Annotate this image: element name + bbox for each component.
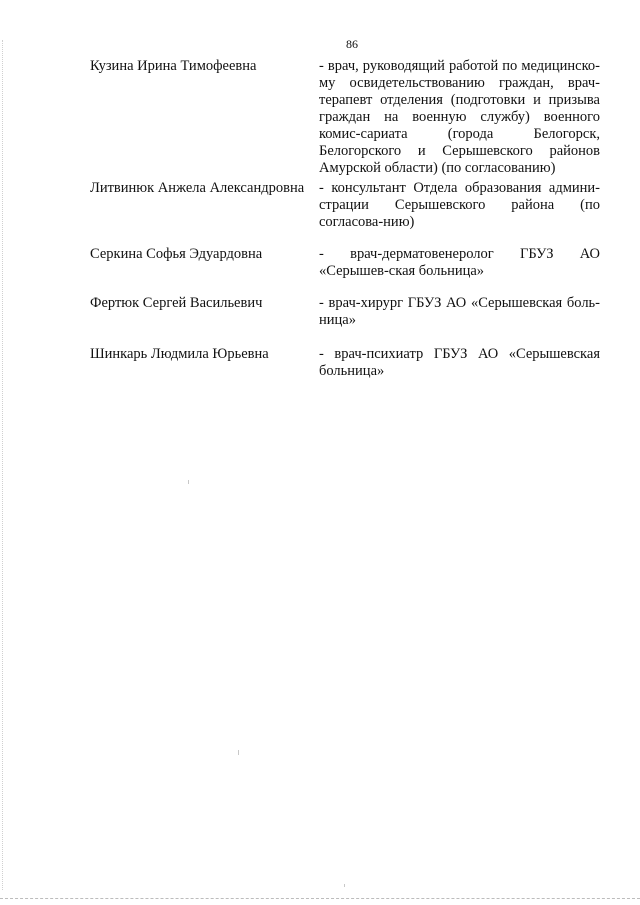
- scan-speck: [188, 480, 189, 484]
- person-role: - врач, руководящий работой по медицинско-му освидетельствованию граждан, врач-терапевт отделения (подготовки и призыва граждан на военную службу) военного комис-сариата (города Белогорск, Белогорского и Серышевского районов Амурской области) (по согласованию): [319, 58, 600, 176]
- person-name: Кузина Ирина Тимофеевна: [90, 58, 257, 74]
- person-name: Фертюк Сергей Васильевич: [90, 295, 263, 311]
- person-role: - консультант Отдела образования админи-страции Серышевского района (по согласова-нию): [319, 180, 600, 230]
- person-name: Серкина Софья Эдуардовна: [90, 246, 263, 262]
- scan-speck: [238, 750, 239, 755]
- page-number: 86: [346, 37, 358, 51]
- person-name: Литвинюк Анжела Александровна: [90, 180, 305, 196]
- person-role: - врач-дерматовенеролог ГБУЗ АО «Серышев-ская больница»: [319, 246, 600, 279]
- scan-speck: [344, 884, 345, 887]
- person-role: - врач-хирург ГБУЗ АО «Серышевская боль-ница»: [319, 295, 600, 328]
- person-name: Шинкарь Людмила Юрьевна: [90, 346, 269, 362]
- person-role: - врач-психиатр ГБУЗ АО «Серышевская больница»: [319, 346, 600, 379]
- scan-edge-left: [2, 40, 3, 890]
- scan-edge-bottom: [0, 898, 640, 899]
